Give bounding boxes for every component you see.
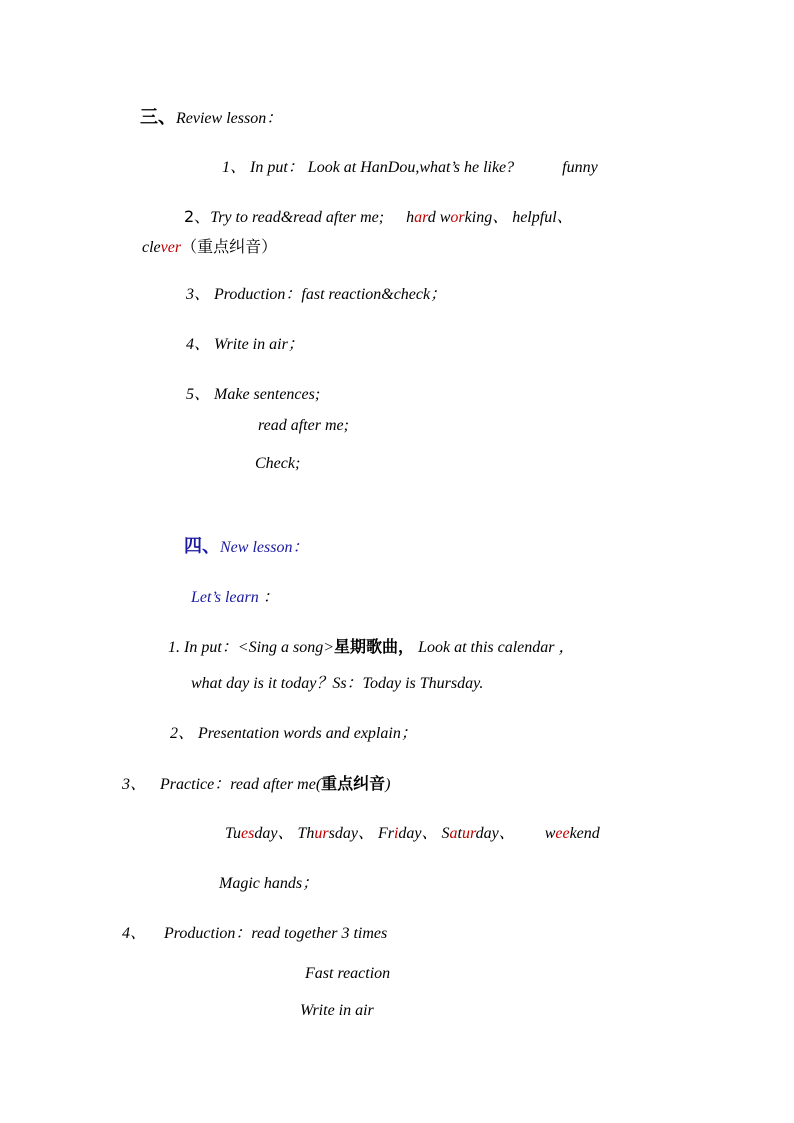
word-friday: Friday、 bbox=[377, 825, 438, 842]
review-item-3-text: Production：fast reaction&check； bbox=[214, 286, 447, 303]
review-heading-text: Review lesson bbox=[176, 110, 267, 127]
new-item-1-calendar: Look at this calendar ， bbox=[418, 639, 575, 656]
review-item-2-number: 2、 bbox=[184, 207, 211, 226]
weekday-words bbox=[225, 824, 600, 844]
new-item-1-text: In put：<Sing a song> bbox=[184, 639, 335, 656]
review-item-5-sub-2: Check; bbox=[255, 455, 301, 472]
new-item-3-note: 重点纠音 bbox=[321, 774, 386, 793]
lets-learn-text: Let’s learn bbox=[191, 589, 259, 606]
new-item-3-close: ) bbox=[385, 776, 391, 793]
review-item-2-lead: Try to read&read after me; bbox=[210, 209, 385, 226]
review-item-2 bbox=[184, 207, 573, 228]
review-item-1-number: 1、 bbox=[222, 159, 247, 176]
word-saturday: Saturday、 bbox=[441, 825, 515, 842]
review-heading-colon: ： bbox=[266, 110, 283, 127]
new-lesson-heading-number: 四、 bbox=[184, 536, 220, 557]
word-helpful: helpful、 bbox=[512, 209, 573, 226]
review-item-1-label: In put： bbox=[250, 159, 304, 176]
new-lesson-heading-colon: ： bbox=[292, 539, 309, 556]
review-item-4-text: Write in air； bbox=[214, 336, 304, 353]
word-tuesday: Tuesday、 bbox=[225, 825, 294, 842]
new-item-3-number: 3、 bbox=[122, 776, 147, 793]
review-heading bbox=[140, 108, 282, 129]
review-item-5-number: 5、 bbox=[186, 386, 211, 403]
review-item-1-text: Look at HanDou,what’s he like? bbox=[307, 159, 515, 176]
review-item-5 bbox=[186, 385, 320, 405]
new-item-1-line-2: what day is it today？Ss：Today is Thursday. bbox=[191, 675, 484, 692]
new-item-4-number: 4、 bbox=[122, 925, 147, 942]
review-item-3 bbox=[186, 285, 446, 305]
new-item-4 bbox=[122, 924, 387, 944]
new-item-2 bbox=[170, 724, 417, 744]
review-item-5-sub-1: read after me; bbox=[258, 417, 349, 434]
new-item-1 bbox=[168, 637, 575, 658]
review-heading-number: 三、 bbox=[140, 107, 176, 128]
magic-hands: Magic hands； bbox=[219, 875, 319, 892]
review-item-1 bbox=[222, 158, 598, 178]
new-lesson-heading-text: New lesson bbox=[220, 539, 293, 556]
new-lesson-heading bbox=[184, 537, 308, 558]
new-item-2-number: 2、 bbox=[170, 725, 195, 742]
review-item-5-text: Make sentences; bbox=[214, 386, 321, 403]
lets-learn-colon: ： bbox=[262, 589, 279, 606]
new-item-3 bbox=[122, 774, 391, 795]
new-item-4-sub-1: Fast reaction bbox=[305, 965, 391, 982]
new-item-3-text: Practice：read after me( bbox=[160, 776, 322, 793]
word-clever: clever bbox=[142, 239, 182, 256]
lets-learn-heading bbox=[191, 588, 279, 608]
review-item-2-cont bbox=[142, 237, 277, 258]
review-item-4-number: 4、 bbox=[186, 336, 211, 353]
word-weekend: weekend bbox=[544, 825, 600, 842]
new-item-4-text: Production：read together 3 times bbox=[164, 925, 388, 942]
review-item-2-note: （重点纠音） bbox=[181, 237, 278, 256]
new-item-2-text: Presentation words and explain； bbox=[198, 725, 417, 742]
review-item-3-number: 3、 bbox=[186, 286, 211, 303]
new-item-1-song: 星期歌曲， bbox=[334, 637, 415, 656]
new-item-4-sub-2: Write in air bbox=[300, 1002, 374, 1019]
new-item-1-number: 1. bbox=[168, 639, 180, 656]
review-item-4 bbox=[186, 335, 304, 355]
word-thursday: Thursday、 bbox=[297, 825, 374, 842]
word-hardworking: hard working、 bbox=[406, 209, 509, 226]
review-item-1-answer: funny bbox=[562, 159, 598, 176]
